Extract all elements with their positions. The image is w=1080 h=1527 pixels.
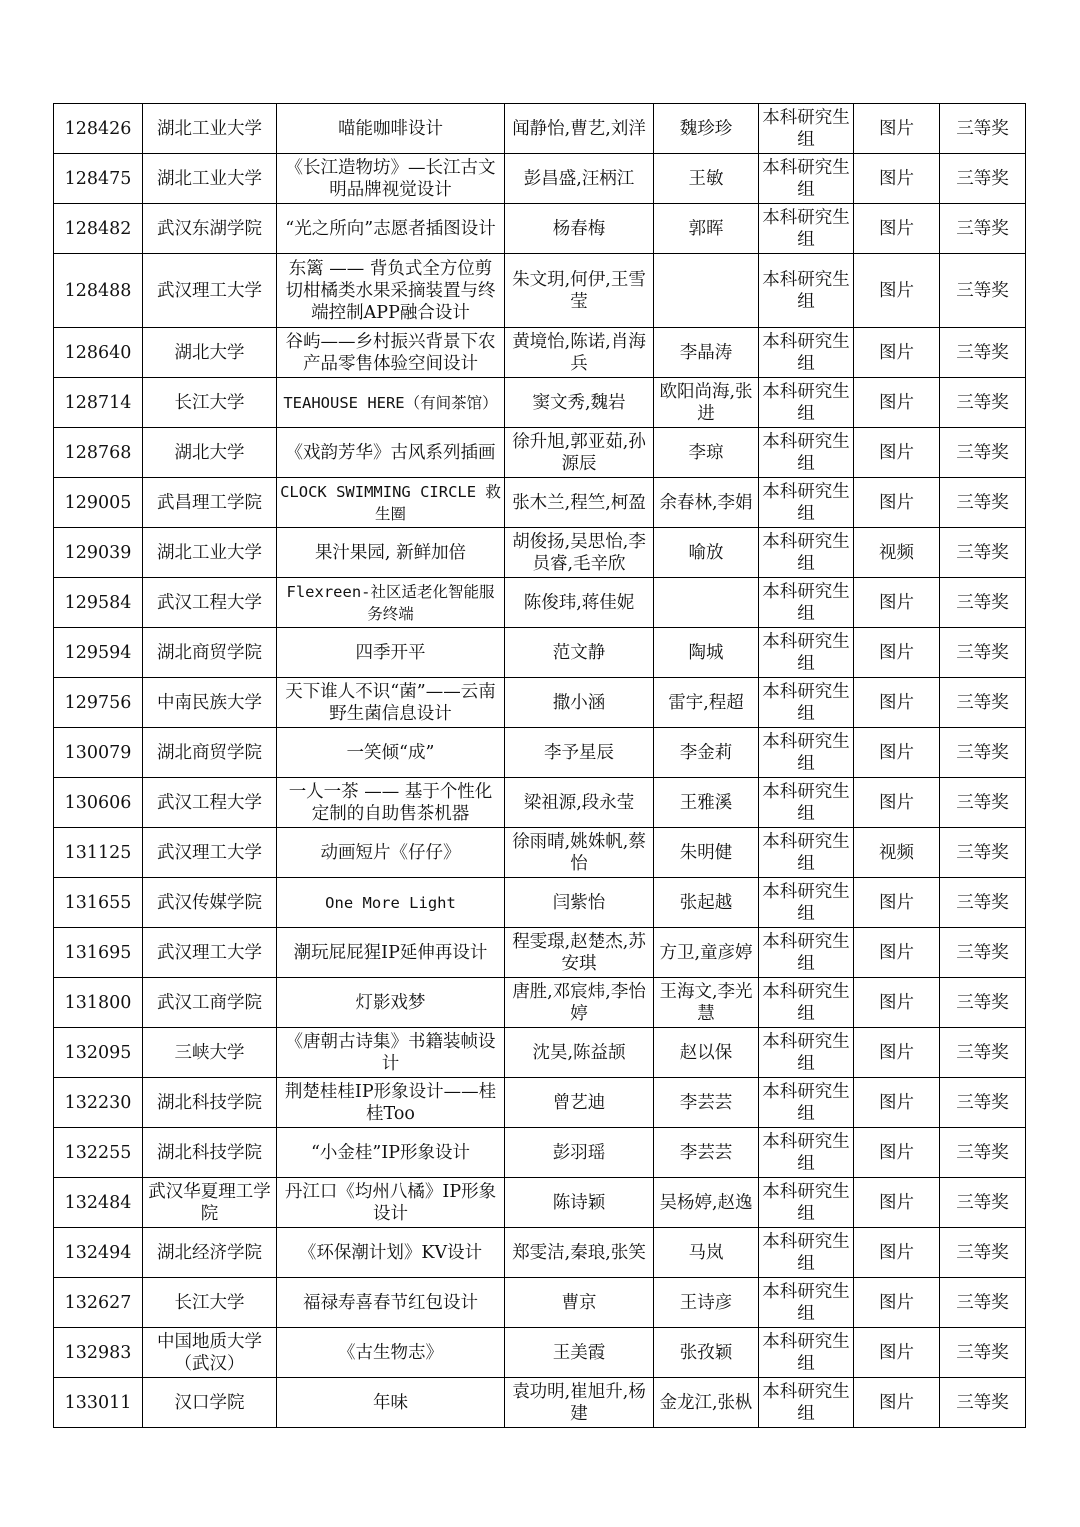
work-title-cell: 《长江造物坊》—长江古文明品牌视觉设计 <box>277 154 505 204</box>
authors-cell: 闻静怡,曹艺,刘洋 <box>505 104 654 154</box>
award-cell: 三等奖 <box>940 578 1026 628</box>
award-cell: 三等奖 <box>940 528 1026 578</box>
project-id-cell: 128488 <box>54 254 143 328</box>
group-cell: 本科研究生组 <box>759 728 854 778</box>
work-title-cell: 荆楚桂桂IP形象设计——桂桂Too <box>277 1078 505 1128</box>
table-row <box>54 1278 1026 1328</box>
advisor-cell: 马岚 <box>654 1228 759 1278</box>
award-table <box>53 103 1026 1428</box>
table-row <box>54 1228 1026 1278</box>
group-cell: 本科研究生组 <box>759 328 854 378</box>
advisor-cell <box>654 578 759 628</box>
advisor-cell: 吴杨婷,赵逸 <box>654 1178 759 1228</box>
authors-cell: 张木兰,程竺,柯盈 <box>505 478 654 528</box>
award-cell: 三等奖 <box>940 728 1026 778</box>
group-cell: 本科研究生组 <box>759 154 854 204</box>
project-id-cell: 132983 <box>54 1328 143 1378</box>
authors-cell: 王美霞 <box>505 1328 654 1378</box>
school-cell: 武汉传媒学院 <box>143 878 277 928</box>
award-cell: 三等奖 <box>940 328 1026 378</box>
authors-cell: 陈诗颖 <box>505 1178 654 1228</box>
group-cell: 本科研究生组 <box>759 828 854 878</box>
school-cell: 汉口学院 <box>143 1378 277 1428</box>
work-type-cell: 图片 <box>854 928 940 978</box>
school-cell: 湖北工业大学 <box>143 154 277 204</box>
group-cell: 本科研究生组 <box>759 628 854 678</box>
advisor-cell <box>654 254 759 328</box>
work-type-cell: 图片 <box>854 628 940 678</box>
group-cell: 本科研究生组 <box>759 678 854 728</box>
award-cell: 三等奖 <box>940 828 1026 878</box>
project-id-cell: 132484 <box>54 1178 143 1228</box>
award-cell: 三等奖 <box>940 1278 1026 1328</box>
group-cell: 本科研究生组 <box>759 378 854 428</box>
work-type-cell: 图片 <box>854 378 940 428</box>
table-row <box>54 878 1026 928</box>
work-type-cell: 图片 <box>854 428 940 478</box>
project-id-cell: 130079 <box>54 728 143 778</box>
authors-cell: 曹京 <box>505 1278 654 1328</box>
project-id-cell: 132095 <box>54 1028 143 1078</box>
work-title-cell: 四季开平 <box>277 628 505 678</box>
school-cell: 湖北工业大学 <box>143 104 277 154</box>
table-row <box>54 678 1026 728</box>
work-type-cell: 图片 <box>854 104 940 154</box>
table-row <box>54 328 1026 378</box>
table-row <box>54 478 1026 528</box>
authors-cell: 陈俊玮,蒋佳妮 <box>505 578 654 628</box>
group-cell: 本科研究生组 <box>759 1378 854 1428</box>
work-title-cell: 一笑倾“成” <box>277 728 505 778</box>
project-id-cell: 131800 <box>54 978 143 1028</box>
table-row <box>54 1078 1026 1128</box>
project-id-cell: 129005 <box>54 478 143 528</box>
table-row <box>54 578 1026 628</box>
school-cell: 湖北大学 <box>143 328 277 378</box>
school-cell: 武汉工商学院 <box>143 978 277 1028</box>
table-row <box>54 1028 1026 1078</box>
work-type-cell: 图片 <box>854 578 940 628</box>
work-type-cell: 图片 <box>854 1028 940 1078</box>
work-type-cell: 图片 <box>854 478 940 528</box>
table-row <box>54 1128 1026 1178</box>
project-id-cell: 132255 <box>54 1128 143 1178</box>
work-type-cell: 图片 <box>854 328 940 378</box>
school-cell: 湖北商贸学院 <box>143 728 277 778</box>
project-id-cell: 128714 <box>54 378 143 428</box>
work-type-cell: 图片 <box>854 978 940 1028</box>
work-title-cell: 《古生物志》 <box>277 1328 505 1378</box>
advisor-cell: 方卫,童彦婷 <box>654 928 759 978</box>
authors-cell: 徐雨晴,姚姝帆,蔡怡 <box>505 828 654 878</box>
project-id-cell: 133011 <box>54 1378 143 1428</box>
group-cell: 本科研究生组 <box>759 1278 854 1328</box>
table-row <box>54 1178 1026 1228</box>
table-row <box>54 1378 1026 1428</box>
award-cell: 三等奖 <box>940 628 1026 678</box>
table-row <box>54 928 1026 978</box>
authors-cell: 李予星辰 <box>505 728 654 778</box>
work-title-cell: “小金桂”IP形象设计 <box>277 1128 505 1178</box>
school-cell: 武汉华夏理工学院 <box>143 1178 277 1228</box>
work-title-cell: 潮玩屁屁猩IP延伸再设计 <box>277 928 505 978</box>
school-cell: 中南民族大学 <box>143 678 277 728</box>
award-cell: 三等奖 <box>940 878 1026 928</box>
award-list-page <box>53 103 1026 1428</box>
advisor-cell: 李琼 <box>654 428 759 478</box>
school-cell: 长江大学 <box>143 1278 277 1328</box>
project-id-cell: 128482 <box>54 204 143 254</box>
project-id-cell: 132230 <box>54 1078 143 1128</box>
work-title-cell: 喵能咖啡设计 <box>277 104 505 154</box>
group-cell: 本科研究生组 <box>759 478 854 528</box>
group-cell: 本科研究生组 <box>759 928 854 978</box>
authors-cell: 彭羽瑶 <box>505 1128 654 1178</box>
table-row <box>54 978 1026 1028</box>
award-cell: 三等奖 <box>940 1178 1026 1228</box>
group-cell: 本科研究生组 <box>759 778 854 828</box>
work-title-cell: 动画短片《仔仔》 <box>277 828 505 878</box>
work-type-cell: 图片 <box>854 1178 940 1228</box>
table-row <box>54 204 1026 254</box>
authors-cell: 杨春梅 <box>505 204 654 254</box>
advisor-cell: 王诗彦 <box>654 1278 759 1328</box>
group-cell: 本科研究生组 <box>759 528 854 578</box>
advisor-cell: 朱明健 <box>654 828 759 878</box>
authors-cell: 梁祖源,段永莹 <box>505 778 654 828</box>
advisor-cell: 李芸芸 <box>654 1078 759 1128</box>
project-id-cell: 131655 <box>54 878 143 928</box>
work-title-cell: 《环保潮计划》KV设计 <box>277 1228 505 1278</box>
work-type-cell: 视频 <box>854 528 940 578</box>
work-title-cell: 果汁果园, 新鲜加倍 <box>277 528 505 578</box>
award-cell: 三等奖 <box>940 1378 1026 1428</box>
advisor-cell: 金龙江,张枞 <box>654 1378 759 1428</box>
authors-cell: 唐胜,邓宸炜,李怡婷 <box>505 978 654 1028</box>
authors-cell: 黄境怡,陈诺,肖海兵 <box>505 328 654 378</box>
group-cell: 本科研究生组 <box>759 1328 854 1378</box>
project-id-cell: 129584 <box>54 578 143 628</box>
authors-cell: 郑雯洁,秦琅,张笑 <box>505 1228 654 1278</box>
work-type-cell: 图片 <box>854 778 940 828</box>
advisor-cell: 陶城 <box>654 628 759 678</box>
award-cell: 三等奖 <box>940 154 1026 204</box>
school-cell: 湖北科技学院 <box>143 1128 277 1178</box>
school-cell: 武昌理工学院 <box>143 478 277 528</box>
project-id-cell: 128475 <box>54 154 143 204</box>
work-type-cell: 图片 <box>854 1278 940 1328</box>
project-id-cell: 132494 <box>54 1228 143 1278</box>
table-row <box>54 828 1026 878</box>
award-cell: 三等奖 <box>940 1028 1026 1078</box>
table-row <box>54 254 1026 328</box>
project-id-cell: 129756 <box>54 678 143 728</box>
table-row <box>54 528 1026 578</box>
award-cell: 三等奖 <box>940 204 1026 254</box>
advisor-cell: 张起越 <box>654 878 759 928</box>
advisor-cell: 赵以保 <box>654 1028 759 1078</box>
award-cell: 三等奖 <box>940 1228 1026 1278</box>
work-title-cell: “光之所向”志愿者插图设计 <box>277 204 505 254</box>
work-title-cell: 天下谁人不识“菌”——云南野生菌信息设计 <box>277 678 505 728</box>
school-cell: 武汉东湖学院 <box>143 204 277 254</box>
work-type-cell: 图片 <box>854 728 940 778</box>
group-cell: 本科研究生组 <box>759 1028 854 1078</box>
work-type-cell: 图片 <box>854 878 940 928</box>
table-row <box>54 628 1026 678</box>
project-id-cell: 131695 <box>54 928 143 978</box>
group-cell: 本科研究生组 <box>759 1228 854 1278</box>
school-cell: 武汉理工大学 <box>143 828 277 878</box>
authors-cell: 沈昊,陈益颉 <box>505 1028 654 1078</box>
work-title-cell: 《戏韵芳华》古风系列插画 <box>277 428 505 478</box>
authors-cell: 范文静 <box>505 628 654 678</box>
table-row <box>54 154 1026 204</box>
school-cell: 武汉工程大学 <box>143 578 277 628</box>
table-row <box>54 428 1026 478</box>
advisor-cell: 欧阳尚海,张进 <box>654 378 759 428</box>
advisor-cell: 余春林,李娟 <box>654 478 759 528</box>
table-row <box>54 1328 1026 1378</box>
school-cell: 武汉理工大学 <box>143 928 277 978</box>
advisor-cell: 喻放 <box>654 528 759 578</box>
group-cell: 本科研究生组 <box>759 878 854 928</box>
school-cell: 三峡大学 <box>143 1028 277 1078</box>
advisor-cell: 李金莉 <box>654 728 759 778</box>
school-cell: 湖北科技学院 <box>143 1078 277 1128</box>
award-cell: 三等奖 <box>940 1128 1026 1178</box>
group-cell: 本科研究生组 <box>759 1178 854 1228</box>
project-id-cell: 131125 <box>54 828 143 878</box>
authors-cell: 程雯璟,赵楚杰,苏安琪 <box>505 928 654 978</box>
project-id-cell: 129039 <box>54 528 143 578</box>
school-cell: 湖北工业大学 <box>143 528 277 578</box>
work-type-cell: 图片 <box>854 1078 940 1128</box>
advisor-cell: 郭晖 <box>654 204 759 254</box>
work-type-cell: 图片 <box>854 678 940 728</box>
group-cell: 本科研究生组 <box>759 578 854 628</box>
school-cell: 湖北经济学院 <box>143 1228 277 1278</box>
project-id-cell: 128640 <box>54 328 143 378</box>
award-cell: 三等奖 <box>940 1328 1026 1378</box>
group-cell: 本科研究生组 <box>759 204 854 254</box>
group-cell: 本科研究生组 <box>759 104 854 154</box>
authors-cell: 窦文秀,魏岩 <box>505 378 654 428</box>
work-title-cell: Flexreen-社区适老化智能服务终端 <box>277 578 505 628</box>
award-cell: 三等奖 <box>940 1078 1026 1128</box>
award-cell: 三等奖 <box>940 378 1026 428</box>
advisor-cell: 李芸芸 <box>654 1128 759 1178</box>
work-title-cell: 一人一茶 —— 基于个性化定制的自助售茶机器 <box>277 778 505 828</box>
award-cell: 三等奖 <box>940 978 1026 1028</box>
work-title-cell: 谷屿——乡村振兴背景下农产品零售体验空间设计 <box>277 328 505 378</box>
work-type-cell: 图片 <box>854 154 940 204</box>
school-cell: 武汉工程大学 <box>143 778 277 828</box>
work-title-cell: 年味 <box>277 1378 505 1428</box>
advisor-cell: 王敏 <box>654 154 759 204</box>
work-type-cell: 视频 <box>854 828 940 878</box>
work-title-cell: CLOCK SWIMMING CIRCLE 救生圈 <box>277 478 505 528</box>
school-cell: 武汉理工大学 <box>143 254 277 328</box>
work-title-cell: 东篱 —— 背负式全方位剪切柑橘类水果采摘装置与终端控制APP融合设计 <box>277 254 505 328</box>
work-title-cell: One More Light <box>277 878 505 928</box>
authors-cell: 袁功明,崔旭升,杨建 <box>505 1378 654 1428</box>
work-title-cell: 福禄寿喜春节红包设计 <box>277 1278 505 1328</box>
table-row <box>54 378 1026 428</box>
award-cell: 三等奖 <box>940 254 1026 328</box>
school-cell: 湖北商贸学院 <box>143 628 277 678</box>
authors-cell: 徐升旭,郭亚茹,孙源辰 <box>505 428 654 478</box>
project-id-cell: 130606 <box>54 778 143 828</box>
group-cell: 本科研究生组 <box>759 254 854 328</box>
project-id-cell: 128768 <box>54 428 143 478</box>
advisor-cell: 张孜颖 <box>654 1328 759 1378</box>
work-title-cell: 灯影戏梦 <box>277 978 505 1028</box>
authors-cell: 撒小涵 <box>505 678 654 728</box>
school-cell: 湖北大学 <box>143 428 277 478</box>
group-cell: 本科研究生组 <box>759 1128 854 1178</box>
project-id-cell: 128426 <box>54 104 143 154</box>
table-row <box>54 104 1026 154</box>
work-type-cell: 图片 <box>854 204 940 254</box>
work-type-cell: 图片 <box>854 1328 940 1378</box>
award-cell: 三等奖 <box>940 478 1026 528</box>
group-cell: 本科研究生组 <box>759 978 854 1028</box>
award-cell: 三等奖 <box>940 778 1026 828</box>
authors-cell: 彭昌盛,汪柄江 <box>505 154 654 204</box>
table-row <box>54 728 1026 778</box>
advisor-cell: 李晶涛 <box>654 328 759 378</box>
project-id-cell: 129594 <box>54 628 143 678</box>
work-title-cell: 《唐朝古诗集》书籍装帧设计 <box>277 1028 505 1078</box>
work-type-cell: 图片 <box>854 1378 940 1428</box>
award-cell: 三等奖 <box>940 428 1026 478</box>
authors-cell: 胡俊扬,吴思怡,李员睿,毛辛欣 <box>505 528 654 578</box>
project-id-cell: 132627 <box>54 1278 143 1328</box>
table-row <box>54 778 1026 828</box>
work-type-cell: 图片 <box>854 254 940 328</box>
school-cell: 中国地质大学（武汉） <box>143 1328 277 1378</box>
award-table-body <box>54 104 1026 1428</box>
advisor-cell: 王海文,李光慧 <box>654 978 759 1028</box>
group-cell: 本科研究生组 <box>759 428 854 478</box>
authors-cell: 闫紫怡 <box>505 878 654 928</box>
work-title-cell: TEAHOUSE HERE（有间茶馆） <box>277 378 505 428</box>
group-cell: 本科研究生组 <box>759 1078 854 1128</box>
award-cell: 三等奖 <box>940 104 1026 154</box>
authors-cell: 曾艺迪 <box>505 1078 654 1128</box>
advisor-cell: 魏珍珍 <box>654 104 759 154</box>
advisor-cell: 雷宇,程超 <box>654 678 759 728</box>
work-title-cell: 丹江口《均州八橘》IP形象设计 <box>277 1178 505 1228</box>
work-type-cell: 图片 <box>854 1228 940 1278</box>
authors-cell: 朱文玥,何伊,王雪莹 <box>505 254 654 328</box>
award-cell: 三等奖 <box>940 928 1026 978</box>
school-cell: 长江大学 <box>143 378 277 428</box>
advisor-cell: 王雅溪 <box>654 778 759 828</box>
work-type-cell: 图片 <box>854 1128 940 1178</box>
award-cell: 三等奖 <box>940 678 1026 728</box>
